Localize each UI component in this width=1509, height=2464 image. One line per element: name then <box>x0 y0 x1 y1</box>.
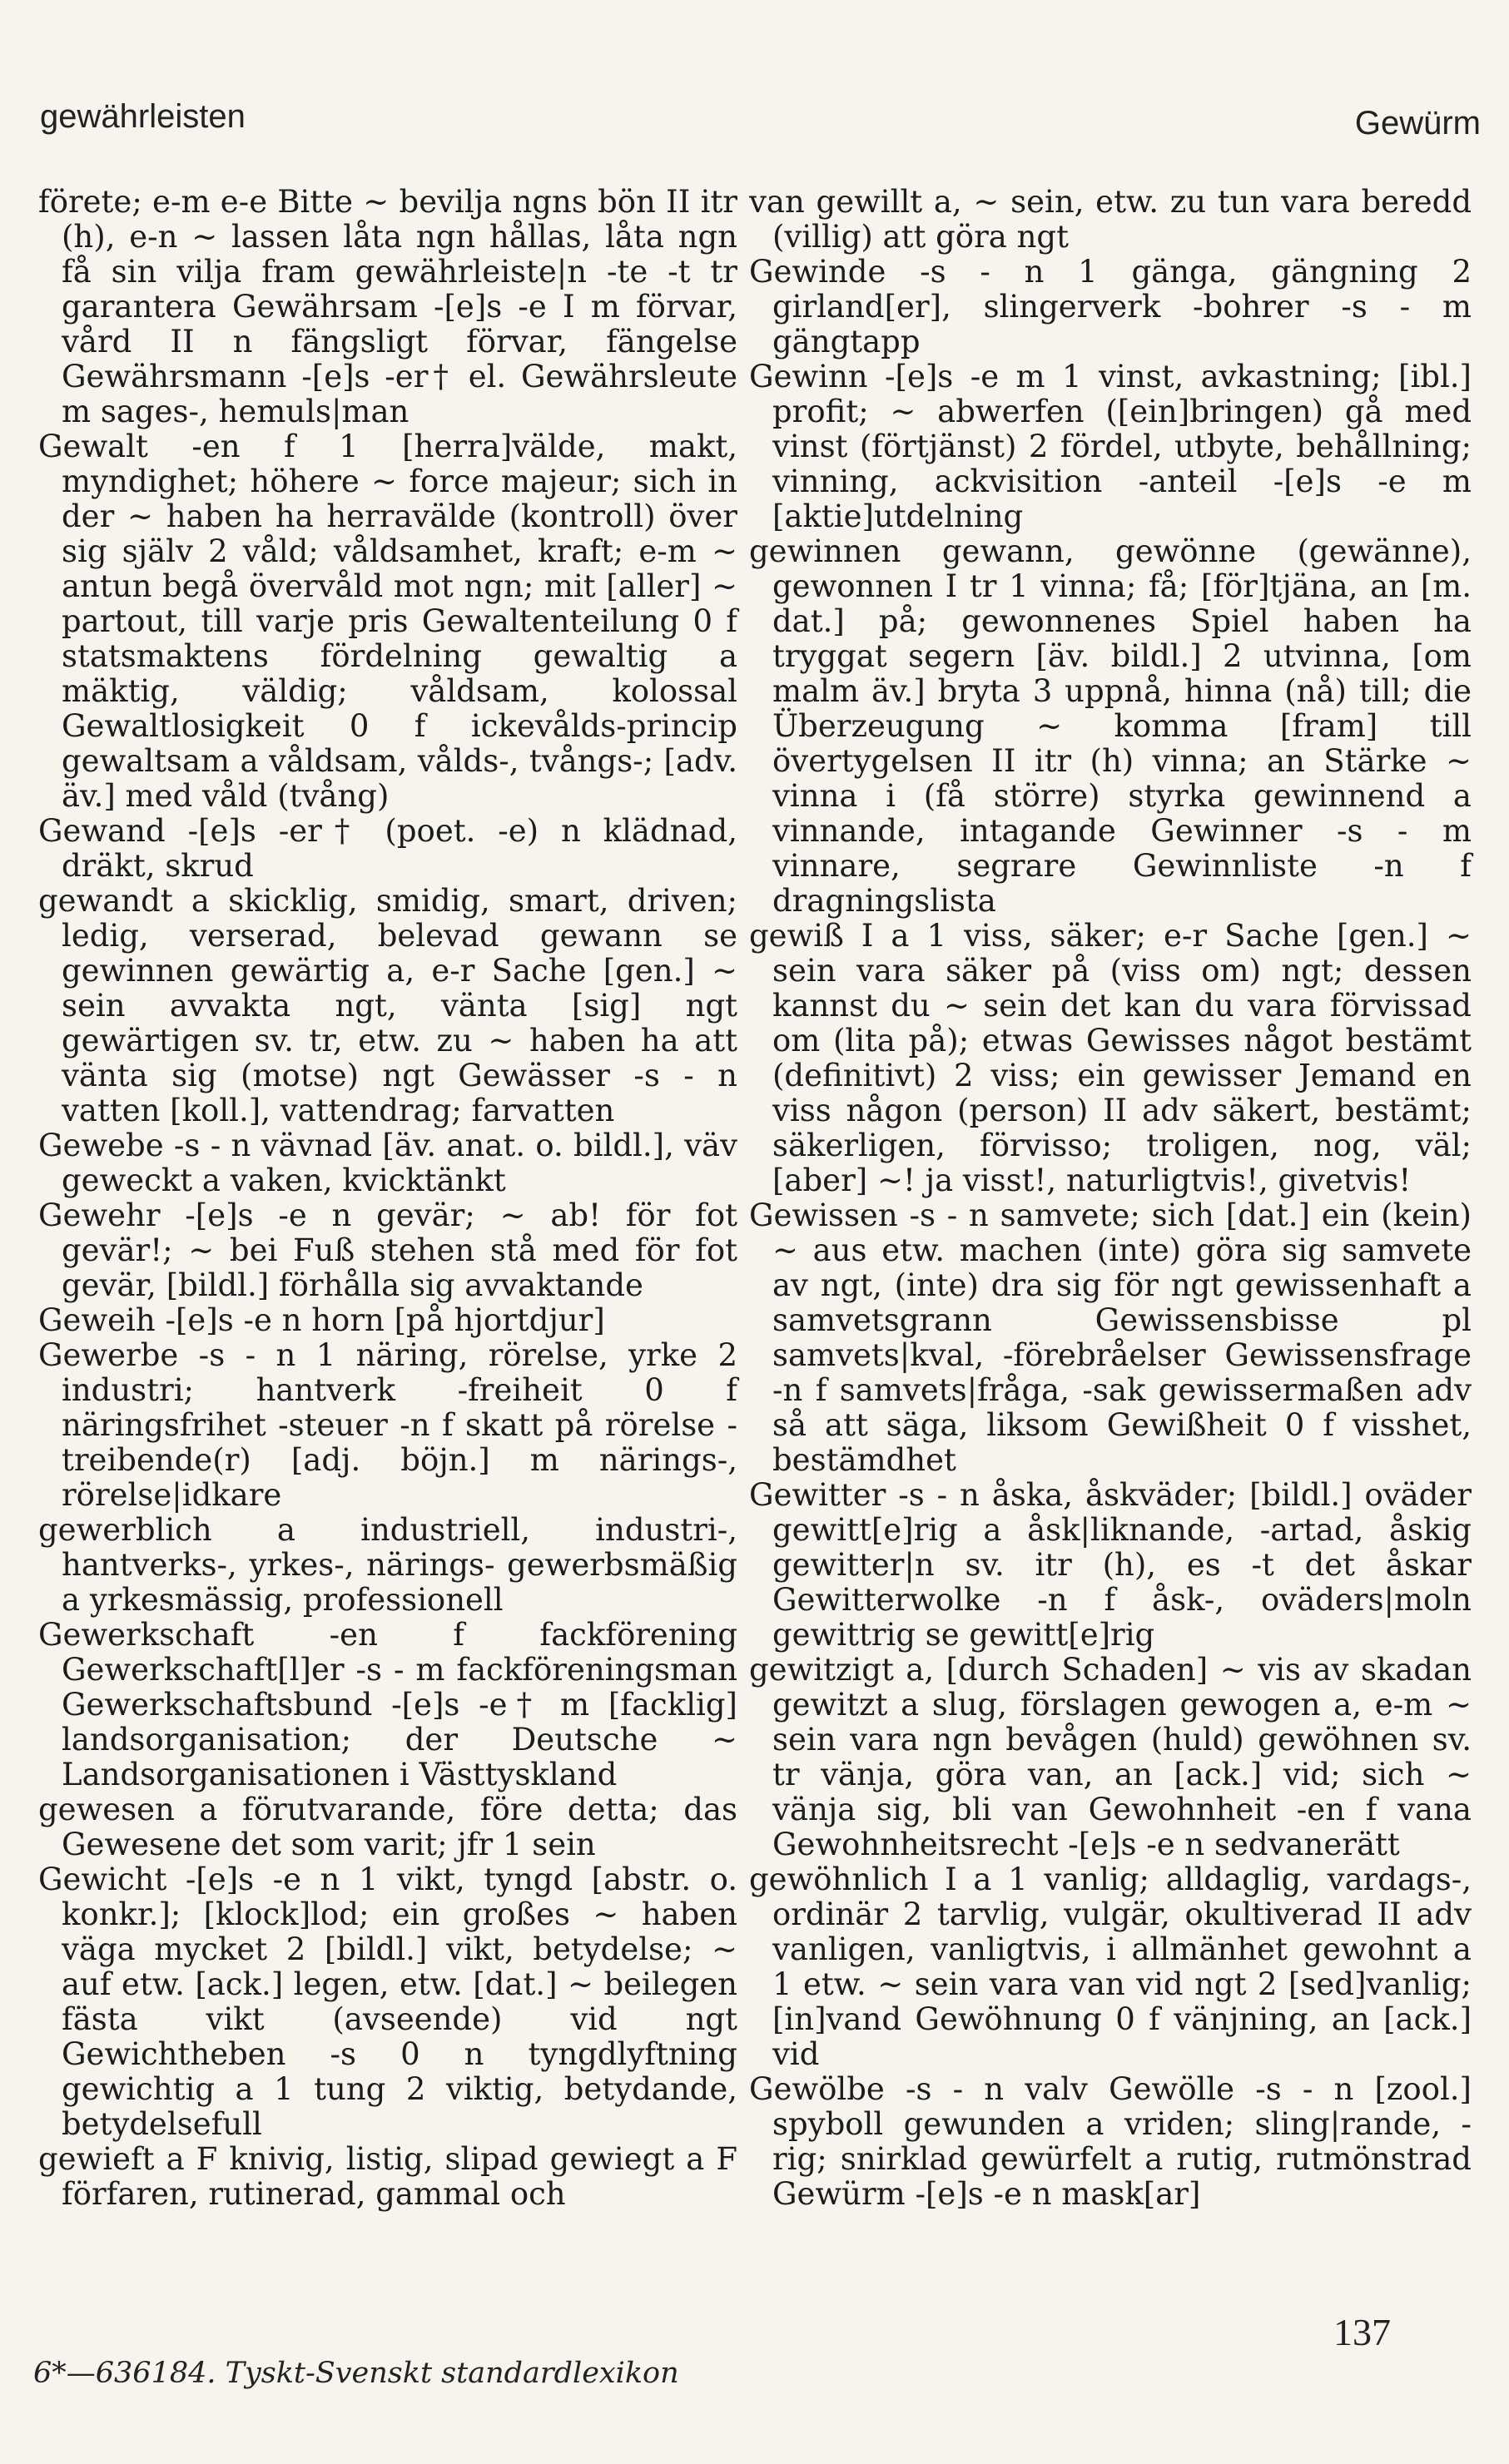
dictionary-entry: Gewehr -[e]s -e n gevär; ~ ab! för fot gevär!; ~ bei Fuß stehen stå med för fot gevär, [bildl.] förhålla sig avvaktande <box>38 1197 737 1303</box>
dictionary-entry: gewiß I a 1 viss, säker; e-r Sache [gen.] ~ sein vara säker på (viss om) ngt; dessen kannst du ~ sein det kan du vara förvissad om (lita på); etwas Gewisses något bestämt (definitivt) 2 viss; ein gewisser Jemand en viss någon (person) II adv säkert, bestämt; säkerligen, förvisso; troligen, nog, väl; [aber] ~! ja visst!, naturligtvis!, givetvis! <box>749 918 1472 1198</box>
dictionary-entry: Gewölbe -s - n valv Gewölle -s - n [zool.] spyboll gewunden a vriden; sling|rande, -rig; snirklad gewürfelt a rutig, rutmönstrad Gewürm -[e]s -e n mask[ar] <box>749 2071 1472 2212</box>
dictionary-entry: Gewicht -[e]s -e n 1 vikt, tyngd [abstr. o. konkr.]; [klock]lod; ein großes ~ haben väga mycket 2 [bildl.] vikt, betydelse; ~ auf etw. [ack.] legen, etw. [dat.] ~ beilegen fästa vikt (avseende) vid ngt Gewichtheben -s 0 n tyngdlyftning gewichtig a 1 tung 2 viktig, betydande, betydelsefull <box>38 1862 737 2142</box>
footer-imprint: 6*—636184. Tyskt-Svenskt standardlexikon <box>33 2357 679 2390</box>
left-column <box>38 185 737 2212</box>
dictionary-entry: gewinnen gewann, gewönne (gewänne), gewonnen I tr 1 vinna; få; [för]tjäna, an [m. dat.] på; gewonnenes Spiel haben ha tryggat segern [äv. bildl.] 2 utvinna, [om malm äv.] bryta 3 uppnå, hinna (nå) till; die Überzeugung ~ komma [fram] till övertygelsen II itr (h) vinna; an Stärke ~ vinna i (få större) styrka gewinnend a vinnande, intagande Gewinner -s - m vinnare, segrare Gewinnliste -n f dragningslista <box>749 533 1472 919</box>
page-number: 137 <box>1333 2311 1391 2353</box>
dictionary-entry: gewieft a F knivig, listig, slipad gewiegt a F förfaren, rutinerad, gammal och <box>38 2141 737 2212</box>
dictionary-entry: förete; e-m e-e Bitte ~ bevilja ngns bön II itr (h), e-n ~ lassen låta ngn hållas, låta ngn få sin vilja fram gewährleiste|n -te -t tr garantera Gewährsam -[e]s -e I m förvar, vård II n fängsligt förvar, fängelse Gewährsmann -[e]s -er† el. Gewährsleute m sages-, hemuls|man <box>38 184 737 429</box>
dictionary-entry: van gewillt a, ~ sein, etw. zu tun vara beredd (villig) att göra ngt <box>749 184 1472 255</box>
right-column <box>749 185 1472 2212</box>
dictionary-entry: Gewerkschaft -en f fackförening Gewerkschaft[l]er -s - m fackföreningsman Gewerkschaftsbund -[e]s -e† m [facklig] landsorganisation; der Deutsche ~ Landsorganisationen i Västtyskland <box>38 1617 737 1792</box>
dictionary-entry: gewandt a skicklig, smidig, smart, driven; ledig, verserad, belevad gewann se gewinnen gewärtig a, e-r Sache [gen.] ~ sein avvakta ngt, vänta [sig] ngt gewärtigen sv. tr, etw. zu ~ haben ha att vänta sig (motse) ngt Gewässer -s - n vatten [koll.], vattendrag; farvatten <box>38 883 737 1128</box>
dictionary-entry: Gewitter -s - n åska, åskväder; [bildl.] oväder gewitt[e]rig a åsk|liknande, -artad, åskig gewitter|n sv. itr (h), es -t det åskar Gewitterwolke -n f åsk-, oväders|moln gewittrig se gewitt[e]rig <box>749 1477 1472 1653</box>
dictionary-entry: Gewinn -[e]s -e m 1 vinst, avkastning; [ibl.] profit; ~ abwerfen ([ein]bringen) gå med vinst (förtjänst) 2 fördel, utbyte, behållning; vinning, ackvisition -anteil -[e]s -e m [aktie]utdelning <box>749 359 1472 534</box>
dictionary-entry: gewerblich a industriell, industri-, hantverks-, yrkes-, närings- gewerbsmäßig a yrkesmässig, professionell <box>38 1512 737 1618</box>
running-head-left: gewährleisten <box>40 98 246 135</box>
dictionary-entry: Gewalt -en f 1 [herra]välde, makt, myndighet; höhere ~ force majeur; sich in der ~ haben ha herravälde (kontroll) över sig själv 2 våld; våldsamhet, kraft; e-m ~ antun begå övervåld mot ngn; mit [aller] ~ partout, till varje pris Gewaltenteilung 0 f statsmaktens fördelning gewaltig a mäktig, väldig; våldsam, kolossal Gewaltlosigkeit 0 f ickevålds-princip gewaltsam a våldsam, vålds-, tvångs-; [adv. äv.] med våld (tvång) <box>38 429 737 814</box>
dictionary-entry: gewesen a förutvarande, före detta; das Gewesene det som varit; jfr 1 sein <box>38 1792 737 1862</box>
dictionary-entry: Gewinde -s - n 1 gänga, gängning 2 girland[er], slingerverk -bohrer -s - m gängtapp <box>749 254 1472 359</box>
dictionary-entry: gewöhnlich I a 1 vanlig; alldaglig, vardags-, ordinär 2 tarvlig, vulgär, okultiverad II adv vanligen, vanligtvis, i allmänhet gewohnt a 1 etw. ~ sein vara van vid ngt 2 [sed]vanlig; [in]vand Gewöhnung 0 f vänjning, an [ack.] vid <box>749 1862 1472 2072</box>
running-head-right: Gewürm <box>1354 105 1481 141</box>
dictionary-entry: gewitzigt a, [durch Schaden] ~ vis av skadan gewitzt a slug, förslagen gewogen a, e-m ~ sein vara ngn bevågen (huld) gewöhnen sv. tr vänja, göra van, an [ack.] vid; sich ~ vänja sig, bli van Gewohnheit -en f vana Gewohnheitsrecht -[e]s -e n sedvanerätt <box>749 1652 1472 1862</box>
dictionary-entry: Gewand -[e]s -er† (poet. -e) n klädnad, dräkt, skrud <box>38 813 737 884</box>
dictionary-entry: Gewerbe -s - n 1 näring, rörelse, yrke 2 industri; hantverk -freiheit 0 f näringsfrihet -steuer -n f skatt på rörelse -treibende(r) [adj. böjn.] m närings-, rörelse|idkare <box>38 1337 737 1513</box>
dictionary-entry: Geweih -[e]s -e n horn [på hjortdjur] <box>38 1302 605 1338</box>
dictionary-entry: Gewebe -s - n vävnad [äv. anat. o. bildl.], väv geweckt a vaken, kvicktänkt <box>38 1128 737 1198</box>
dictionary-entry: Gewissen -s - n samvete; sich [dat.] ein (kein) ~ aus etw. machen (inte) göra sig samvete av ngt, (inte) dra sig för ngt gewissenhaft a samvetsgrann Gewissensbisse pl samvets|kval, -förebråelser Gewissensfrage -n f samvets|fråga, -sak gewissermaßen adv så att säga, liksom Gewißheit 0 f visshet, bestämdhet <box>749 1197 1472 1478</box>
